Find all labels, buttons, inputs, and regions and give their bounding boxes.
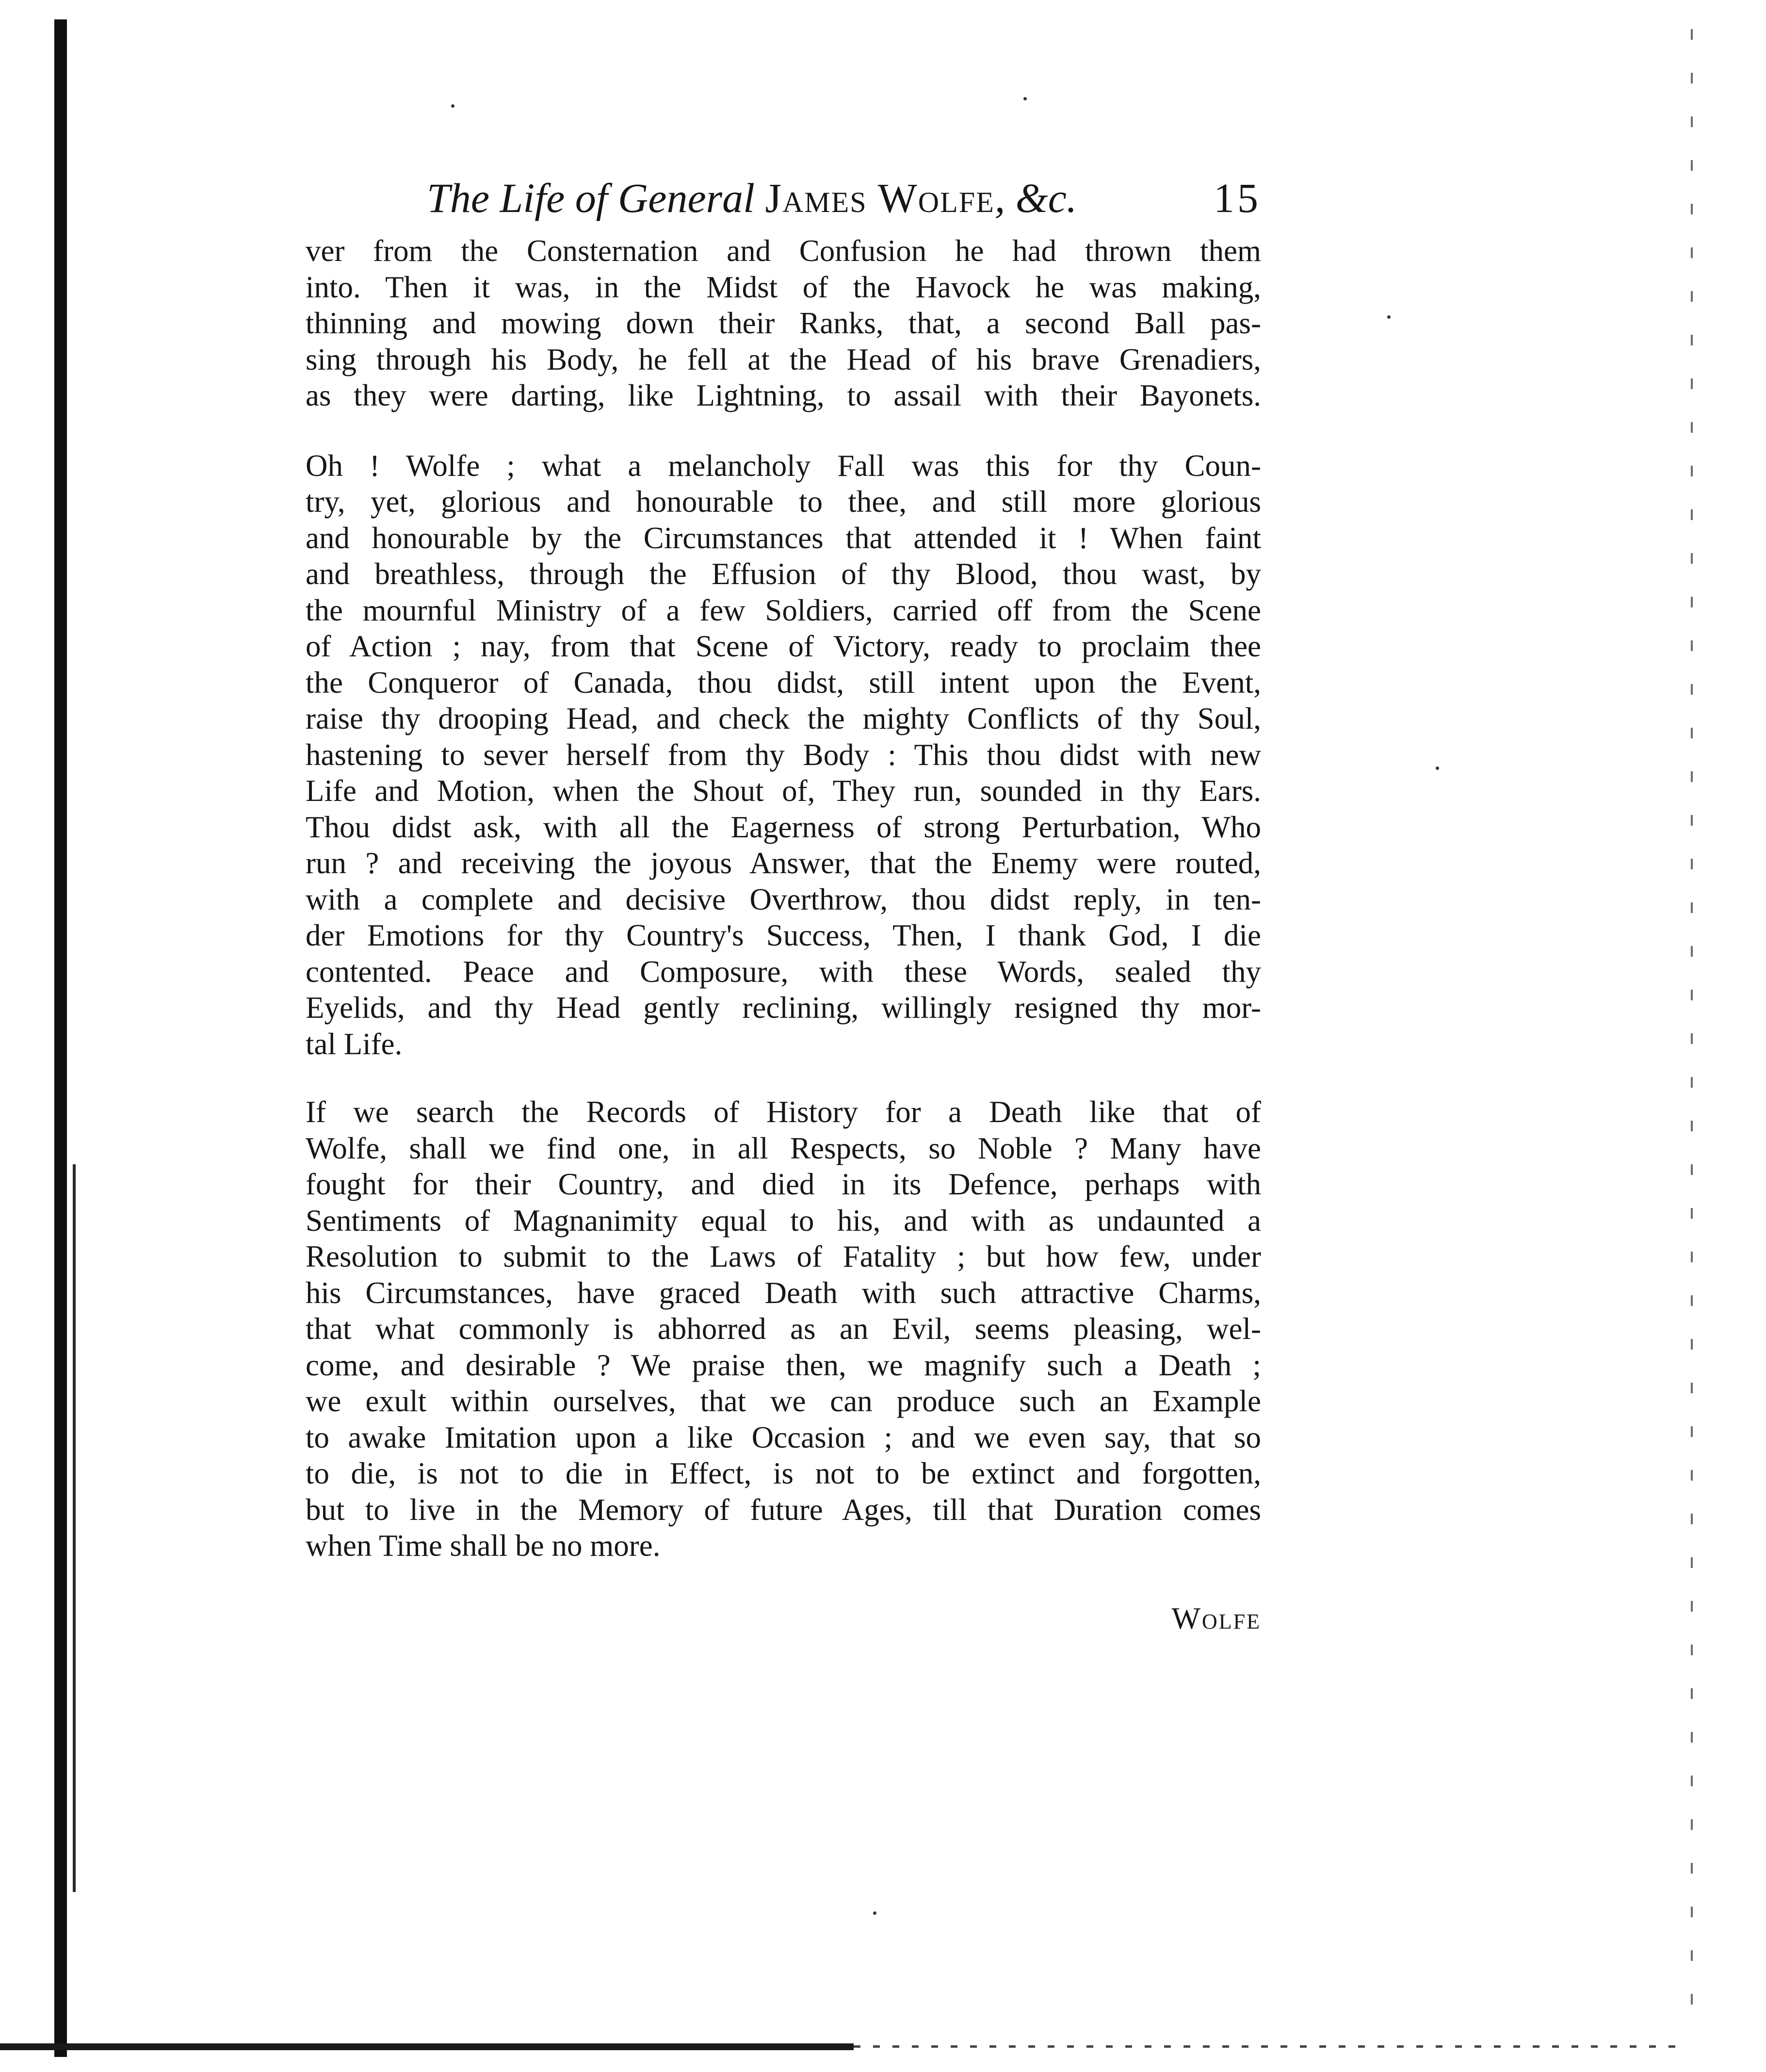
text-line: with a complete and decisive Overthrow, thou didst reply, in ten- xyxy=(306,882,1261,916)
text-line: try, yet, glorious and honourable to thee, and still more glorious xyxy=(306,485,1261,519)
page-edge-shadow-bottom xyxy=(0,2043,854,2050)
text-line: raise thy drooping Head, and check the mighty Conflicts of thy Soul, xyxy=(306,702,1261,735)
text-line: that what commonly is abhorred as an Evil, seems pleasing, wel- xyxy=(306,1312,1261,1346)
text-line: Eyelids, and thy Head gently reclining, willingly resigned thy mor- xyxy=(306,991,1261,1025)
running-head-name: James Wolfe xyxy=(765,175,995,221)
paragraph-2 xyxy=(306,448,1261,1062)
text-line: as they were darting, like Lightning, to assail with their Bayonets. xyxy=(306,378,1261,412)
book-page xyxy=(306,165,1261,1635)
text-line: contented. Peace and Composure, with these Words, sealed thy xyxy=(306,954,1261,989)
page-edge-shadow-left xyxy=(54,19,67,2057)
running-head-suffix: , &c. xyxy=(994,175,1077,221)
text-line: but to live in the Memory of future Ages, till that Duration comes xyxy=(306,1492,1261,1527)
paragraph-gap xyxy=(306,414,1261,448)
text-line: Thou didst ask, with all the Eagerness of strong Perturbation, Who xyxy=(306,810,1261,844)
paragraph-1 xyxy=(306,233,1261,414)
page-edge-speckle-bottom xyxy=(854,2045,1678,2048)
text-line: of Action ; nay, from that Scene of Victory, ready to proclaim thee xyxy=(306,629,1261,663)
scan-speck xyxy=(451,104,454,108)
text-line: and breathless, through the Effusion of thy Blood, thou wast, by xyxy=(306,557,1261,591)
text-line: thinning and mowing down their Ranks, that, a second Ball pas- xyxy=(306,306,1261,340)
scan-speck xyxy=(1023,97,1027,100)
text-line: his Circumstances, have graced Death with such attractive Charms, xyxy=(306,1275,1261,1310)
text-line: the mournful Ministry of a few Soldiers, carried off from the Scene xyxy=(306,593,1261,627)
text-line: Wolfe, shall we find one, in all Respects, so Noble ? Many have xyxy=(306,1131,1261,1165)
page-edge-speckle-right xyxy=(1691,29,1693,2028)
text-line: we exult within ourselves, that we can produce such an Example xyxy=(306,1384,1261,1418)
text-line: when Time shall be no more. xyxy=(306,1529,661,1563)
running-head-italic: The Life of General xyxy=(427,175,765,221)
scan-speck xyxy=(1387,315,1391,319)
paragraph-gap xyxy=(306,1062,1261,1094)
scan-speck xyxy=(873,1911,876,1915)
text-line: to die, is not to die in Effect, is not to be extinct and forgotten, xyxy=(306,1456,1261,1490)
page-number: 15 xyxy=(1214,175,1261,221)
text-line: Sentiments of Magnanimity equal to his, and with as undaunted a xyxy=(306,1203,1261,1238)
text-line: Life and Motion, when the Shout of, They run, sounded in thy Ears. xyxy=(306,774,1261,808)
text-line: to awake Imitation upon a like Occasion ; and we even say, that so xyxy=(306,1420,1261,1454)
text-line: ver from the Consternation and Confusion he had thrown them xyxy=(306,234,1261,268)
text-line: der Emotions for thy Country's Success, Then, I thank God, I die xyxy=(306,918,1261,952)
text-line: come, and desirable ? We praise then, we magnify such a Death ; xyxy=(306,1348,1261,1382)
text-line: tal Life. xyxy=(306,1027,403,1061)
text-line: and honourable by the Circumstances that attended it ! When faint xyxy=(306,521,1261,555)
text-line: Resolution to submit to the Laws of Fatality ; but how few, under xyxy=(306,1240,1261,1273)
text-line: Oh ! Wolfe ; what a melancholy Fall was this for thy Coun- xyxy=(306,448,1261,483)
text-line: run ? and receiving the joyous Answer, that the Enemy were routed, xyxy=(306,846,1261,880)
scan-speck xyxy=(1436,767,1439,770)
paragraph-3 xyxy=(306,1094,1261,1564)
running-head xyxy=(306,165,1261,233)
text-line: sing through his Body, he fell at the Head of his brave Grenadiers, xyxy=(306,342,1261,376)
text-line: into. Then it was, in the Midst of the Havock he was making, xyxy=(306,270,1261,304)
text-line: the Conqueror of Canada, thou didst, still intent upon the Event, xyxy=(306,665,1261,700)
text-line: fought for their Country, and died in its Defence, perhaps with xyxy=(306,1167,1261,1201)
text-line: If we search the Records of History for a Death like that of xyxy=(306,1095,1261,1129)
catchword: Wolfe xyxy=(1171,1601,1261,1635)
running-head-title xyxy=(427,174,1077,222)
text-line: hastening to sever herself from thy Body : This thou didst with new xyxy=(306,737,1261,772)
page-edge-shadow-left-inner xyxy=(73,1164,76,1892)
